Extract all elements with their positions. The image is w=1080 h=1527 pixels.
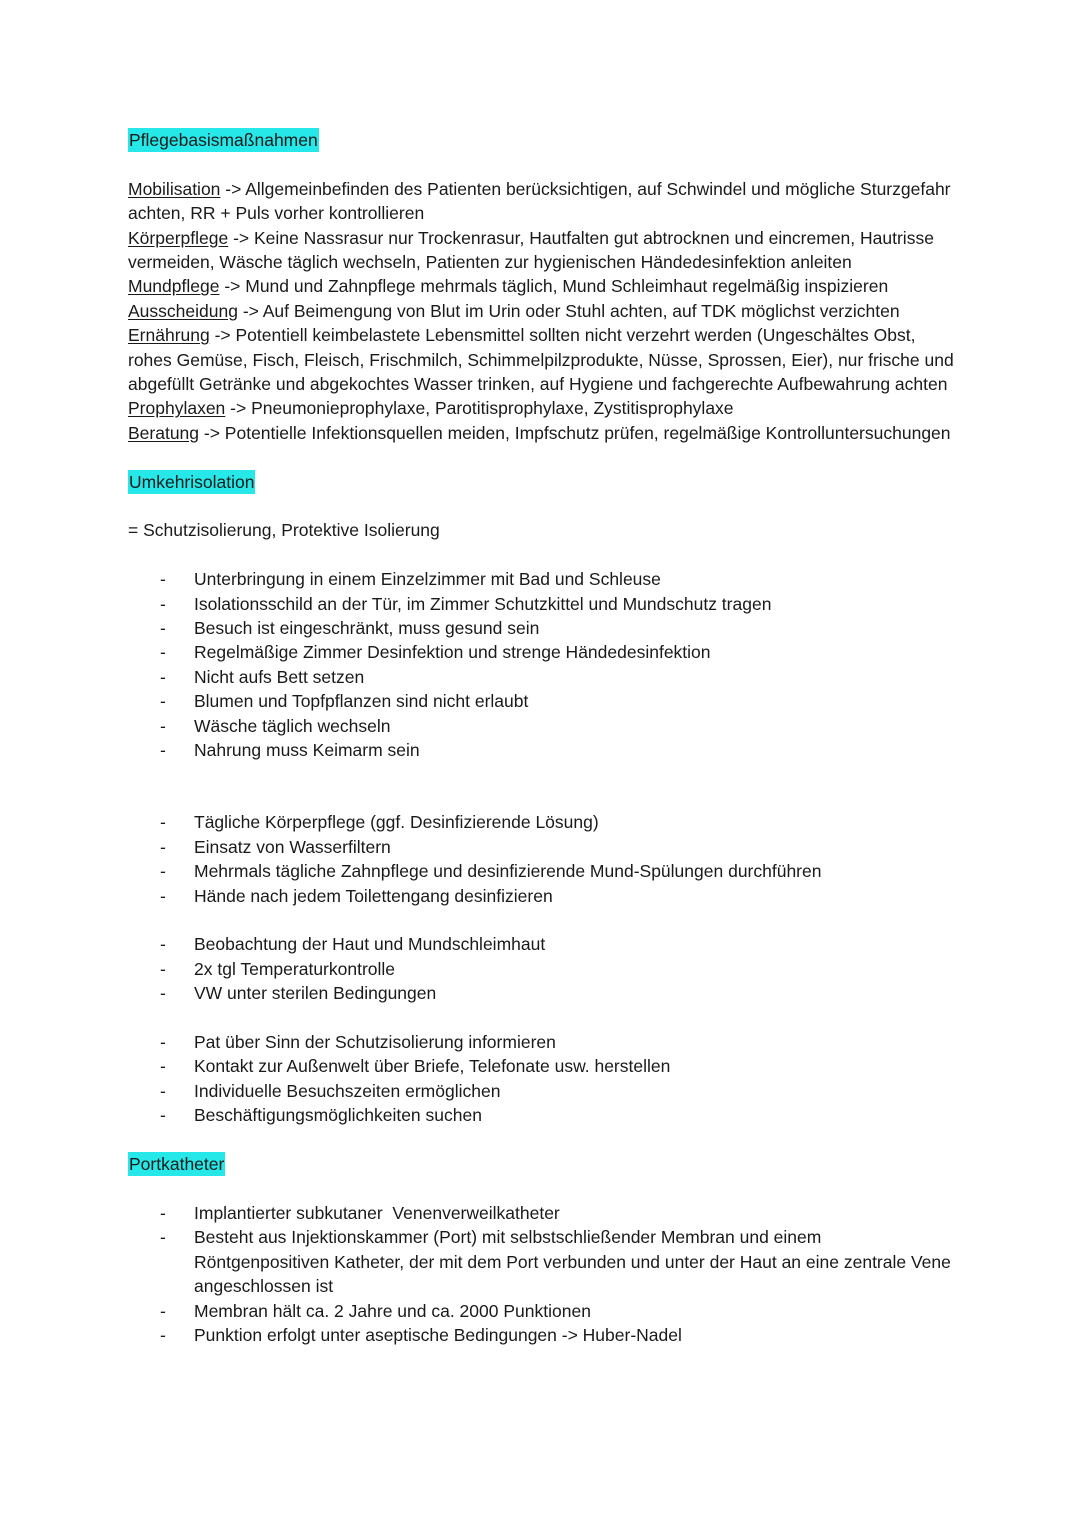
basis-item-mundpflege: Mundpflege -> Mund und Zahnpflege mehrmals täglich, Mund Schleimhaut regelmäßig inspizieren	[128, 276, 889, 297]
list-item: - Tägliche Körperpflege (ggf. Desinfizierende Lösung)	[128, 810, 958, 834]
list-item: - Besuch ist eingeschränkt, muss gesund sein	[128, 616, 958, 640]
heading-umkehrisolation: Umkehrisolation	[129, 471, 255, 492]
list-item: - Pat über Sinn der Schutzisolierung informieren	[128, 1030, 958, 1054]
list-item: - VW unter sterilen Bedingungen	[128, 981, 958, 1005]
list-item: - Kontakt zur Außenwelt über Briefe, Telefonate usw. herstellen	[128, 1054, 958, 1078]
list-item: - Besteht aus Injektionskammer (Port) mit selbstschließender Membran und einem Röntgenpositiven Katheter, der mit dem Port verbunden und unter der Haut an eine zentrale Vene angeschlossen ist	[128, 1225, 958, 1298]
term-beratung: Beratung	[128, 422, 200, 443]
section-portkatheter	[128, 1152, 958, 1176]
section-umkehrisolation	[128, 470, 958, 494]
list-item: - Hände nach jedem Toilettengang desinfizieren	[128, 884, 958, 908]
list-item: - Implantierter subkutaner Venenverweilkatheter	[128, 1201, 958, 1225]
list-item: - Punktion erfolgt unter aseptische Bedingungen -> Huber-Nadel	[128, 1323, 958, 1347]
umkehr-intro: = Schutzisolierung, Protektive Isolierung	[128, 520, 440, 541]
list-item: - Nicht aufs Bett setzen	[128, 665, 958, 689]
term-koerperpflege: Körperpflege	[128, 227, 229, 248]
umkehr-list-3	[128, 932, 958, 1005]
term-ausscheidung: Ausscheidung	[128, 300, 238, 321]
list-item: - Beobachtung der Haut und Mundschleimhaut	[128, 932, 958, 956]
term-mundpflege: Mundpflege	[128, 276, 220, 297]
umkehr-list-1	[128, 567, 958, 762]
list-item: - Nahrung muss Keimarm sein	[128, 738, 958, 762]
list-item: - Isolationsschild an der Tür, im Zimmer Schutzkittel und Mundschutz tragen	[128, 592, 958, 616]
basis-list	[128, 177, 958, 445]
basis-item-ernaehrung: Ernährung -> Potentiell keimbelastete Lebensmittel sollten nicht verzehrt werden (Ungeschältes Obst, rohes Gemüse, Fisch, Fleisch, Frischmilch, Schimmelpilzprodukte, Nüsse, Sprossen, Eier), nur frische und abgefüllt Getränke und abgekochtes Wasser trinken, auf Hygiene und fachgerechte Aufbewahrung achten	[128, 325, 954, 395]
port-list	[128, 1201, 958, 1347]
list-item: - Regelmäßige Zimmer Desinfektion und strenge Händedesinfektion	[128, 640, 958, 664]
heading-pflegebasismassnahmen: Pflegebasismaßnahmen	[129, 130, 318, 150]
basis-item-ausscheidung: Ausscheidung -> Auf Beimengung von Blut im Urin oder Stuhl achten, auf TDK möglichst verzichten	[128, 300, 900, 321]
document-page	[128, 128, 958, 1347]
heading-portkatheter: Portkatheter	[129, 1154, 225, 1175]
basis-item-mobilisation: Mobilisation -> Allgemeinbefinden des Patienten berücksichtigen, auf Schwindel und mögliche Sturzgefahr achten, RR + Puls vorher kontrollieren	[128, 178, 951, 224]
list-item: - Membran hält ca. 2 Jahre und ca. 2000 Punktionen	[128, 1299, 958, 1323]
list-item: - Blumen und Topfpflanzen sind nicht erlaubt	[128, 689, 958, 713]
umkehr-list-4	[128, 1030, 958, 1128]
list-item: - Wäsche täglich wechseln	[128, 714, 958, 738]
list-item: - Unterbringung in einem Einzelzimmer mit Bad und Schleuse	[128, 567, 958, 591]
basis-item-beratung: Beratung -> Potentielle Infektionsquellen meiden, Impfschutz prüfen, regelmäßige Kontrolluntersuchungen	[128, 422, 951, 443]
basis-item-prophylaxen: Prophylaxen -> Pneumonieprophylaxe, Parotitisprophylaxe, Zystitisprophylaxe	[128, 398, 734, 419]
term-prophylaxen: Prophylaxen	[128, 398, 226, 419]
basis-item-koerperpflege: Körperpflege -> Keine Nassrasur nur Trockenrasur, Hautfalten gut abtrocknen und eincremen, Hautrisse vermeiden, Wäsche täglich wechseln, Patienten zur hygienischen Händedesinfektion anleiten	[128, 227, 934, 272]
term-mobilisation: Mobilisation	[128, 178, 221, 199]
term-ernaehrung: Ernährung	[128, 325, 210, 346]
list-item: - Einsatz von Wasserfiltern	[128, 835, 958, 859]
list-item: - Individuelle Besuchszeiten ermöglichen	[128, 1079, 958, 1103]
list-item: - Beschäftigungsmöglichkeiten suchen	[128, 1103, 958, 1127]
list-item: - 2x tgl Temperaturkontrolle	[128, 957, 958, 981]
list-item: - Mehrmals tägliche Zahnpflege und desinfizierende Mund-Spülungen durchführen	[128, 859, 958, 883]
section-basis	[128, 128, 958, 152]
umkehr-list-2	[128, 810, 958, 908]
